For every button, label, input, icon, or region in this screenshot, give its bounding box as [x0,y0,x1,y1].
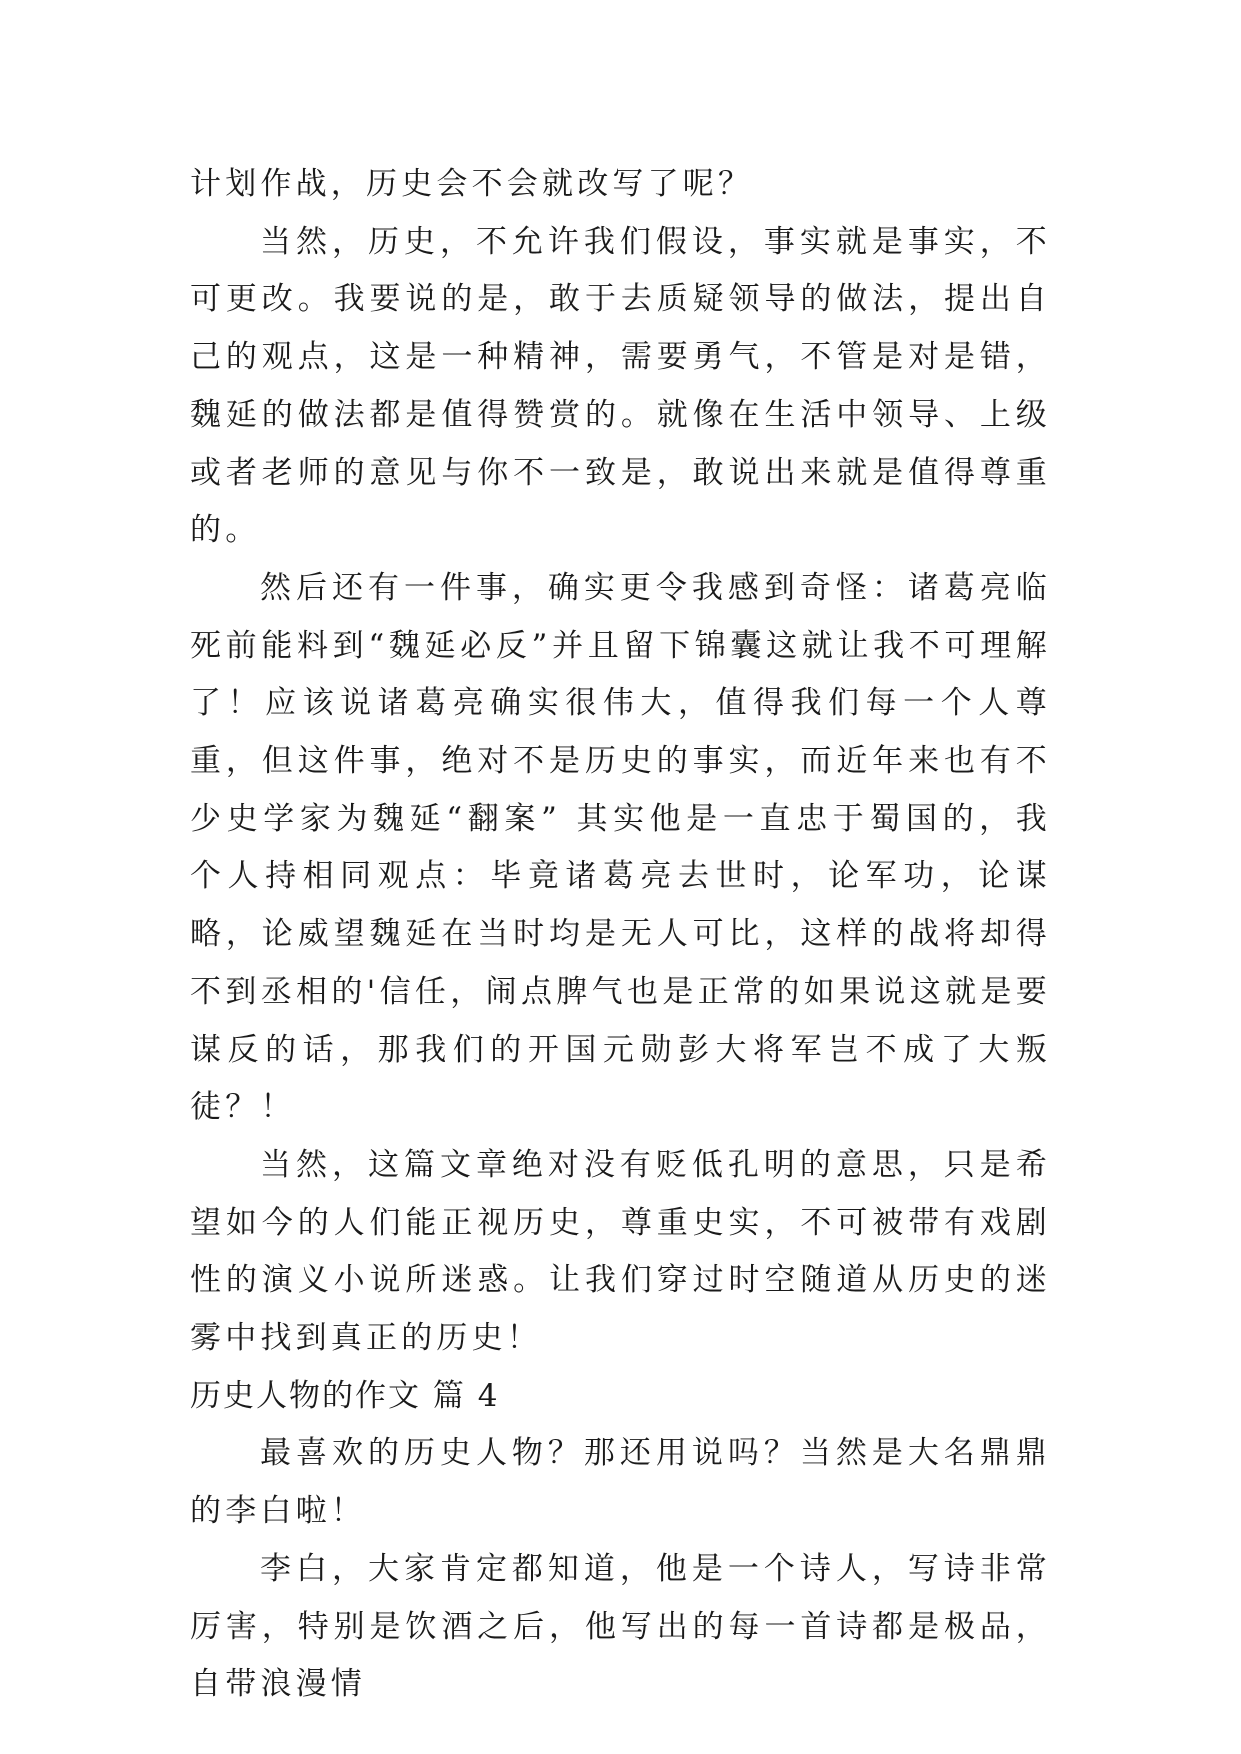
paragraph: 最喜欢的历史人物？那还用说吗？当然是大名鼎鼎的李白啦！ [190,1435,1051,1530]
paragraph: 当然，历史，不允许我们假设，事实就是事实，不可更改。我要说的是，敢于去质疑领导的做法，提出自己的观点，这是一种精神，需要勇气，不管是对是错，魏延的做法都是值得赞赏的。就像在生活中领导、上级或者老师的意见与你不一致是，敢说出来就是值得尊重的。 [190,223,1051,549]
section-title: 历史人物的作文 篇 4 [190,1377,500,1414]
paragraph: 李白，大家肯定都知道，他是一个诗人，写诗非常厉害，特别是饮酒之后，他写出的每一首诗都是极品，自带浪漫情 [190,1550,1051,1703]
document-body [190,156,1051,1714]
paragraph: 当然，这篇文章绝对没有贬低孔明的意思，只是希望如今的人们能正视历史，尊重史实，不可被带有戏剧性的演义小说所迷惑。让我们穿过时空随道从历史的迷雾中找到真正的历史！ [190,1146,1051,1357]
paragraph: 然后还有一件事，确实更令我感到奇怪：诸葛亮临死前能料到“魏延必反”并且留下锦囊这就让我不可理解了！应该说诸葛亮确实很伟大，值得我们每一个人尊重，但这件事，绝对不是历史的事实，而近年来也有不少史学家为魏延“翻案” 其实他是一直忠于蜀国的，我个人持相同观点：毕竟诸葛亮去世时，论军功，论谋略，论威望魏延在当时均是无人可比，这样的战将却得不到丞相的'信任，闹点脾气也是正常的如果说这就是要谋反的话，那我们的开国元勋彭大将军岂不成了大叛徒？！ [190,569,1051,1126]
paragraph-continuation: 计划作战，历史会不会就改写了呢？ [190,166,754,202]
